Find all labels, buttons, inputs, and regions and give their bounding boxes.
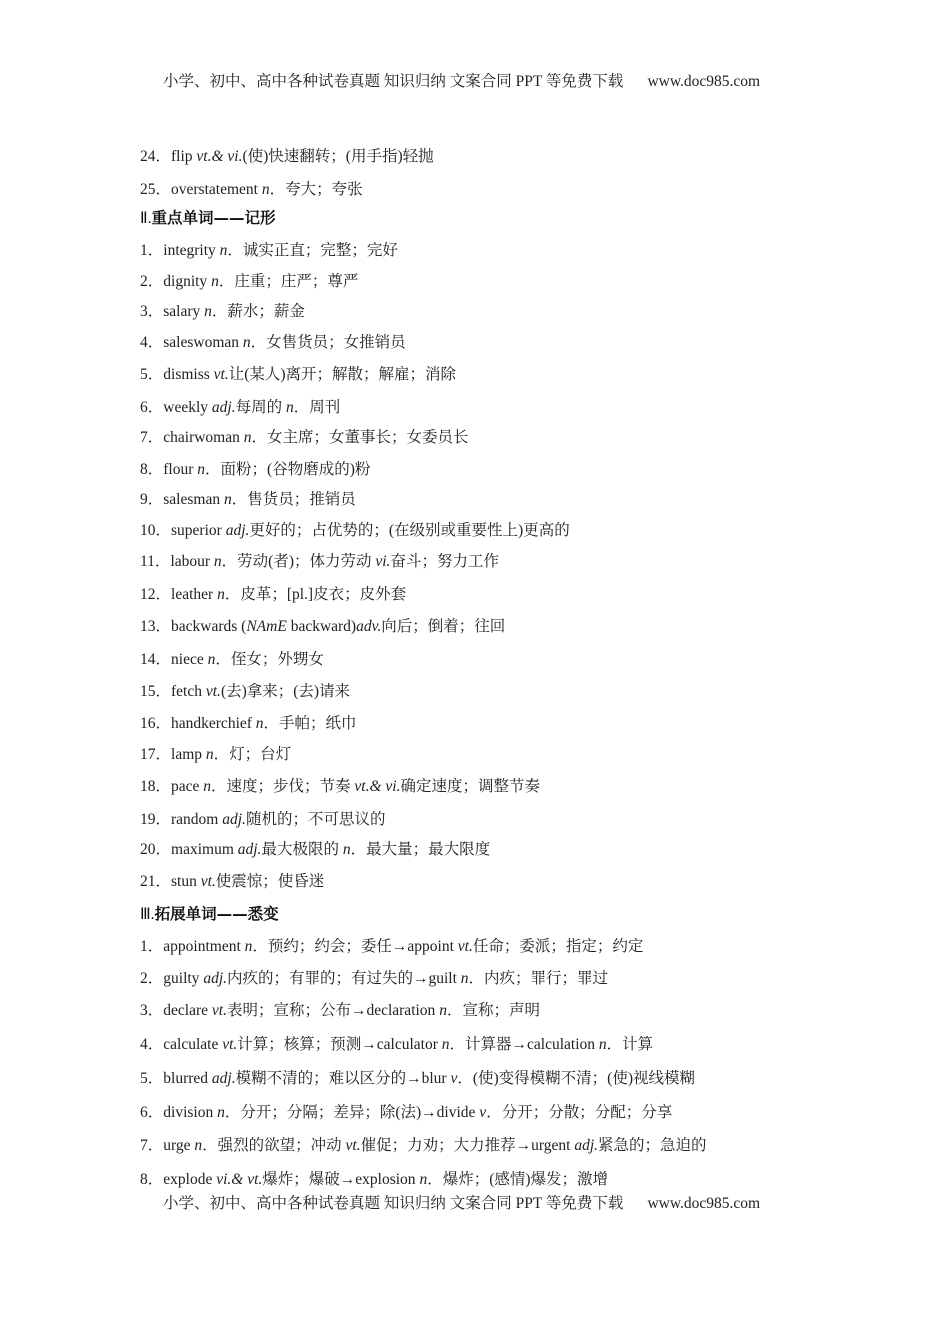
entry-definition: ．速度；步伐；节奏 [211, 778, 355, 795]
header-site: www.doc985.com [647, 73, 761, 90]
vocab-entry [140, 1133, 707, 1155]
vocab-entry [140, 998, 540, 1020]
entry-definition: 内疚的；有罪的；有过失的→guilt [227, 970, 461, 987]
entry-number: 2． [140, 970, 164, 987]
entry-pos: adj. [211, 399, 236, 416]
entry-definition: 让(某人)离开；解散；解雇；消除 [228, 366, 457, 383]
entry-number: 8． [140, 1171, 164, 1188]
entry-number: 5． [140, 366, 164, 383]
vocab-entry [140, 774, 540, 796]
entry-word: appointment [163, 938, 245, 955]
entry-word: handkerchief [171, 715, 256, 732]
vocab-entry [140, 742, 291, 764]
entry-pos: NAmE [246, 618, 287, 635]
section-heading-extended-words [140, 902, 279, 924]
entry-number: 6． [140, 1104, 164, 1121]
footer-text: 小学、初中、高中各种试卷真题 知识归纳 文案合同 PPT 等免费下载 [163, 1195, 624, 1212]
entry-pos: vt. [211, 1002, 227, 1019]
entry-definition: 最大极限的 [261, 841, 343, 858]
entry-pos: v [450, 1070, 458, 1087]
entry-definition: ．(使)变得模糊不清；(使)视线模糊 [457, 1070, 695, 1087]
vocab-entry [140, 269, 358, 291]
entry-pos: n [285, 399, 294, 416]
entry-number: 10． [140, 522, 172, 539]
entry-pos: vt. [200, 873, 216, 890]
vocab-entry [140, 1066, 695, 1088]
vocab-entry [140, 549, 499, 571]
vocab-entry [140, 934, 643, 956]
vocab-entry [140, 144, 434, 166]
entry-pos: vt. [345, 1137, 361, 1154]
entry-number: 18． [140, 778, 172, 795]
entry-pos: adj. [203, 970, 227, 987]
entry-number: 15． [140, 683, 172, 700]
entry-pos: vi. [375, 553, 391, 570]
entry-number: 12． [140, 586, 172, 603]
entry-definition: ．面粉；(谷物磨成的)粉 [205, 461, 371, 478]
entry-pos: adj. [211, 1070, 236, 1087]
entry-pos: n [217, 1104, 225, 1121]
vocab-entry [140, 711, 357, 733]
entry-number: 20． [140, 841, 172, 858]
footer-site: www.doc985.com [647, 1195, 761, 1212]
vocab-entry [140, 582, 406, 604]
entry-definition: 任命；委派；指定；约定 [472, 938, 644, 955]
entry-pos: v [479, 1104, 487, 1121]
page-header [163, 69, 760, 91]
section-title: 重点单词——记形 [151, 209, 276, 227]
entry-word: integrity [163, 242, 220, 259]
entry-pos: n [242, 334, 251, 351]
entry-definition: ．宣称；声明 [446, 1002, 540, 1019]
entry-definition: 计算；核算；预测→calculator [237, 1036, 442, 1053]
section-heading-key-words [140, 206, 276, 228]
entry-number: 4． [140, 1036, 164, 1053]
entry-pos: n [213, 553, 222, 570]
page-footer [163, 1191, 760, 1213]
entry-word: saleswoman [163, 334, 243, 351]
vocab-entry [140, 1100, 672, 1122]
entry-number: 21． [140, 873, 172, 890]
entry-pos: n [255, 715, 264, 732]
entry-word: flip [171, 148, 197, 165]
entry-definition: 奋斗；努力工作 [390, 553, 499, 570]
entry-number: 1． [140, 242, 164, 259]
vocab-entry [140, 299, 305, 321]
entry-word: dignity [163, 273, 212, 290]
entry-word: salesman [163, 491, 224, 508]
entry-word: maximum [171, 841, 238, 858]
entry-word: leather [171, 586, 218, 603]
entry-pos: vi.& vt. [216, 1171, 263, 1188]
entry-pos: n [204, 303, 212, 320]
entry-word: pace [171, 778, 204, 795]
entry-pos: vt.& vi. [196, 148, 243, 165]
entry-pos: n [419, 1171, 428, 1188]
entry-pos: n [197, 461, 206, 478]
entry-pos: n [439, 1002, 447, 1019]
entry-pos: n [219, 242, 228, 259]
entry-definition: ．内疚；罪行；罪过 [468, 970, 609, 987]
entry-number: 17． [140, 746, 172, 763]
header-text: 小学、初中、高中各种试卷真题 知识归纳 文案合同 PPT 等免费下载 [163, 73, 624, 90]
vocab-entry [140, 647, 324, 669]
entry-word: flour [163, 461, 198, 478]
entry-pos: n [211, 273, 219, 290]
entry-definition: ．灯；台灯 [213, 746, 292, 763]
entry-word: chairwoman [163, 429, 244, 446]
entry-definition: ．侄女；外甥女 [215, 651, 324, 668]
entry-definition: ．计算器→calculation [449, 1036, 599, 1053]
entry-pos: adj. [237, 841, 262, 858]
entry-pos: n [261, 181, 270, 198]
entry-pos: vt. [205, 683, 221, 700]
entry-pos: n [203, 778, 212, 795]
entry-number: 2． [140, 273, 164, 290]
entry-definition: ．预约；约会；委任→appoint [252, 938, 458, 955]
entry-number: 8． [140, 461, 164, 478]
entry-pos: vt. [222, 1036, 238, 1053]
entry-word: division [163, 1104, 218, 1121]
entry-word: labour [170, 553, 214, 570]
entry-word: explode [163, 1171, 217, 1188]
entry-word: declare [163, 1002, 212, 1019]
entry-word: lamp [171, 746, 206, 763]
entry-definition: (使)快速翻转；(用手指)轻抛 [242, 148, 434, 165]
entry-pos: n [207, 651, 216, 668]
entry-definition: ．售货员；推销员 [231, 491, 356, 508]
entry-number: 3． [140, 303, 164, 320]
entry-number: 1． [140, 938, 164, 955]
entry-definition: ．最大量；最大限度 [350, 841, 491, 858]
entry-definition: ．劳动(者)；体力劳动 [221, 553, 376, 570]
entry-word: urge [163, 1137, 195, 1154]
entry-number: 7． [140, 429, 164, 446]
entry-definition: 随机的；不可思议的 [245, 811, 386, 828]
entry-number: 16． [140, 715, 172, 732]
entry-word: random [171, 811, 223, 828]
section-title: 拓展单词——悉变 [154, 905, 279, 923]
entry-pos: n [598, 1036, 607, 1053]
entry-word: guilty [163, 970, 204, 987]
entry-pos: n [223, 491, 232, 508]
entry-number: 4． [140, 334, 164, 351]
entry-word: blurred [163, 1070, 212, 1087]
entry-definition: (去)拿来；(去)请来 [220, 683, 351, 700]
vocab-entry [140, 425, 469, 447]
vocab-entry [140, 518, 570, 540]
entry-pos: vt.& vi. [354, 778, 401, 795]
entry-pos: n [342, 841, 351, 858]
entry-definition: 爆炸；爆破→explosion [262, 1171, 420, 1188]
vocab-entry [140, 487, 356, 509]
vocab-entry [140, 679, 350, 701]
entry-word: salary [163, 303, 205, 320]
entry-number: 7． [140, 1137, 164, 1154]
entry-definition: ．爆炸；(感情)爆发；激增 [427, 1171, 609, 1188]
entry-number: 9． [140, 491, 164, 508]
entry-word: calculate [163, 1036, 223, 1053]
vocab-entry [140, 1032, 653, 1054]
entry-definition: ．庄重；庄严；尊严 [218, 273, 359, 290]
vocab-entry [140, 177, 363, 199]
entry-definition: ．女主席；女董事长；女委员长 [251, 429, 469, 446]
entry-pos: n [217, 586, 225, 603]
entry-definition: 确定速度；调整节奏 [400, 778, 540, 795]
vocab-entry [140, 457, 370, 479]
entry-definition: ．皮革；[pl.]皮衣；皮外套 [224, 586, 407, 603]
vocab-entry [140, 330, 406, 352]
entry-definition: ．手帕；纸巾 [263, 715, 357, 732]
entry-definition: ．夸大；夸张 [269, 181, 363, 198]
vocab-entry [140, 869, 324, 891]
entry-definition: ．周刊 [293, 399, 341, 416]
entry-definition: ．分开；分隔；差异；除(法)→divide [224, 1104, 480, 1121]
entry-definition: 使震惊；使昏迷 [215, 873, 325, 890]
entry-pos: adj. [574, 1137, 598, 1154]
entry-number: 6． [140, 399, 164, 416]
entry-word: niece [171, 651, 208, 668]
entry-definition: 向后；倒着；往回 [381, 618, 506, 635]
entry-definition: ．计算 [606, 1036, 654, 1053]
entry-number: 5． [140, 1070, 164, 1087]
vocab-entry [140, 837, 490, 859]
section-numeral: Ⅱ. [140, 210, 152, 227]
entry-pos: n [441, 1036, 450, 1053]
entry-number: 14． [140, 651, 172, 668]
vocab-entry [140, 966, 608, 988]
entry-pos: n [460, 970, 469, 987]
entry-definition: 表明；宣称；公布→declaration [226, 1002, 440, 1019]
entry-word: dismiss [163, 366, 214, 383]
entry-pos: adj. [222, 811, 246, 828]
entry-number: 13． [140, 618, 172, 635]
vocab-entry [140, 807, 385, 829]
section-numeral: Ⅲ. [140, 906, 155, 923]
entry-pos: adj. [225, 522, 250, 539]
entry-word: overstatement [171, 181, 262, 198]
entry-pos: n [205, 746, 214, 763]
entry-word: superior [171, 522, 226, 539]
entry-pos: n [243, 429, 252, 446]
entry-pos: n [194, 1137, 203, 1154]
entry-word: weekly [163, 399, 212, 416]
entry-number: 3． [140, 1002, 164, 1019]
vocab-entry [140, 1167, 608, 1189]
entry-definition: ．诚实正直；完整；完好 [227, 242, 398, 259]
vocab-entry [140, 238, 398, 260]
vocab-entry [140, 395, 340, 417]
entry-number: 24． [140, 148, 172, 165]
entry-definition: 紧急的；急迫的 [598, 1137, 707, 1154]
entry-word: backwards ( [171, 618, 247, 635]
vocab-entry [140, 362, 456, 384]
entry-definition: backward) [286, 618, 357, 635]
entry-definition: ．分开；分散；分配；分享 [486, 1104, 673, 1121]
entry-definition: ．强烈的欲望；冲动 [202, 1137, 346, 1154]
entry-word: fetch [171, 683, 206, 700]
entry-definition: ．薪水；薪金 [211, 303, 305, 320]
entry-number: 19． [140, 811, 172, 828]
entry-pos: adv. [356, 618, 382, 635]
vocab-entry [140, 614, 505, 636]
entry-definition: 催促；力劝；大力推荐→urgent [360, 1137, 575, 1154]
entry-number: 11． [140, 553, 171, 570]
entry-number: 25． [140, 181, 172, 198]
entry-word: stun [171, 873, 201, 890]
entry-definition: 模糊不清的；难以区分的→blur [235, 1070, 451, 1087]
entry-definition: ．女售货员；女推销员 [250, 334, 406, 351]
entry-definition: 每周的 [235, 399, 286, 416]
entry-pos: vt. [213, 366, 229, 383]
entry-pos: vt. [457, 938, 473, 955]
entry-pos: n [244, 938, 253, 955]
entry-definition: 更好的；占优势的；(在级别或重要性上)更高的 [249, 522, 570, 539]
